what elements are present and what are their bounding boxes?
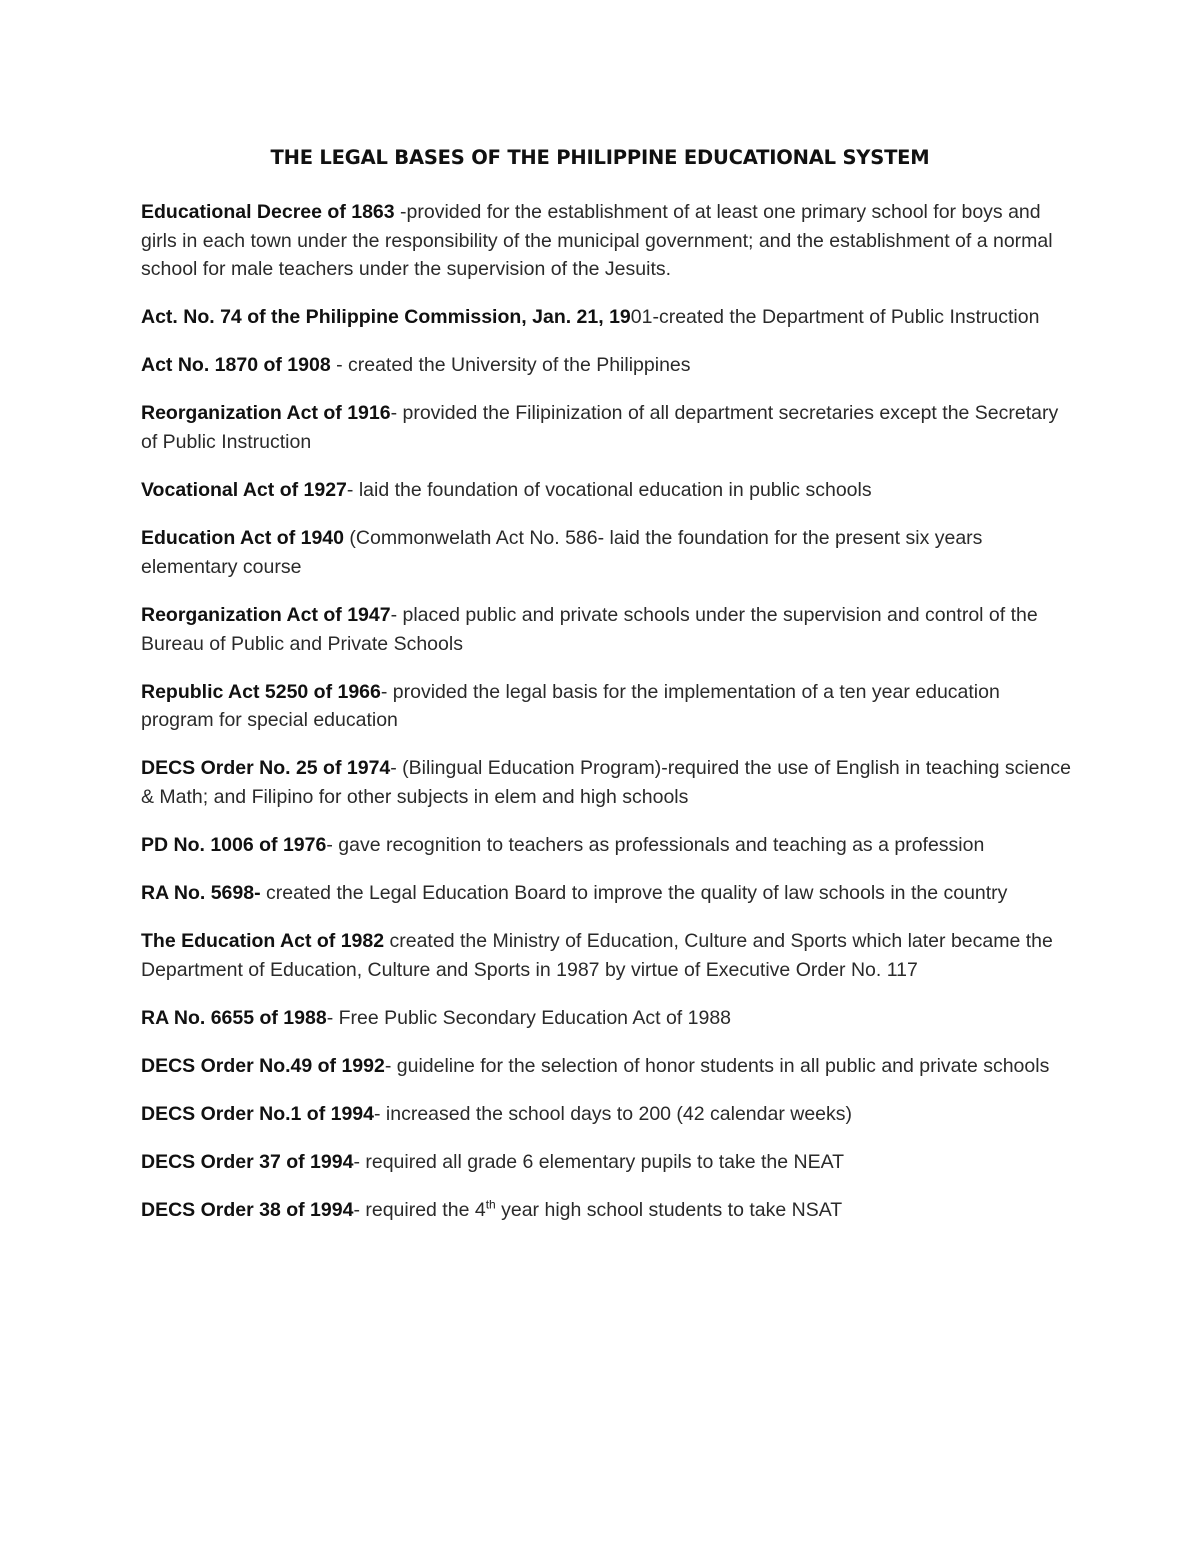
entry-description: created the Legal Education Board to improve the quality of law schools in the country (260, 882, 1008, 905)
entry-term: Reorganization Act of 1916 (141, 402, 391, 425)
entry-term: Education Act of 1940 (141, 527, 344, 550)
entry-term: RA No. 5698- (141, 882, 261, 905)
list-item (141, 601, 1071, 658)
entry-term: Educational Decree of 1863 (141, 201, 395, 223)
entry-description: (Commonwelath Act No. 586- laid the foundation for the present six years elementary course (141, 527, 983, 578)
list-item (141, 754, 1071, 811)
entry-term: The Education Act of 1982 (141, 930, 385, 953)
entry-term: DECS Order No.49 of 1992 (141, 1054, 385, 1077)
entry-description-continued: year high school students to take NSAT (495, 1199, 843, 1222)
entry-term: Act. No. 74 of the Philippine Commission, Jan. 21, 19 (141, 306, 631, 329)
list-item (141, 1004, 1071, 1033)
entry-term: Vocational Act of 1927 (141, 479, 347, 502)
entry-description: - provided the Filipinization of all department secretaries except the Secretary of Public Instruction (141, 402, 1059, 454)
entry-description: - increased the school days to 200 (42 calendar weeks) (374, 1103, 853, 1126)
entry-term: Act No. 1870 of 1908 (141, 354, 331, 377)
entry-term: Reorganization Act of 1947 (141, 603, 391, 626)
list-item-highlighted (141, 303, 1071, 332)
entry-term: Republic Act 5250 of 1966 (141, 680, 381, 703)
list-item (141, 1052, 1071, 1081)
list-item (141, 831, 1071, 860)
list-item (141, 524, 1071, 581)
entry-description: - required the 4 (353, 1199, 486, 1222)
entry-term: DECS Order No. 25 of 1974 (141, 757, 391, 780)
entry-description: - laid the foundation of vocational education in public schools (346, 479, 872, 502)
entry-description: - placed public and private schools under the supervision and control of the Bureau of Public and Private Schools (141, 603, 1038, 655)
list-item (141, 1100, 1071, 1129)
highlight-span (141, 306, 1039, 328)
entry-description: 01-created the Department of Public Instruction (630, 306, 1040, 329)
entry-description: - gave recognition to teachers as professionals and teaching as a profession (326, 834, 985, 856)
document-title: THE LEGAL BASES OF THE PHILIPPINE EDUCATIONAL SYSTEM (270, 146, 930, 169)
legal-bases-list (141, 198, 1071, 1244)
list-item (141, 879, 1071, 908)
entry-term: PD No. 1006 of 1976 (141, 834, 327, 856)
entry-term: DECS Order 38 of 1994 (141, 1199, 354, 1222)
entry-description: created the Ministry of Education, Culture and Sports which later became the Department of Education, Culture and Sports in 1987 by virtue of Executive Order No. 117 (141, 930, 1053, 981)
entry-term: DECS Order No.1 of 1994 (141, 1103, 374, 1126)
list-item (141, 198, 1071, 284)
entry-description: - created the University of the Philippines (330, 354, 691, 377)
entry-description: -provided for the establishment of at least one primary school for boys and girls in each town under the responsibility of the municipal government; and the establishment of a normal school for male teachers under the supervision of the Jesuits. (141, 201, 1053, 281)
list-item (141, 476, 1071, 505)
entry-term: RA No. 6655 of 1988 (141, 1006, 327, 1029)
list-item (141, 1148, 1071, 1177)
ordinal-superscript: th (485, 1197, 496, 1212)
entry-description: - provided the legal basis for the implementation of a ten year education program for special education (141, 680, 1000, 732)
list-item (141, 678, 1071, 735)
entry-description: - (Bilingual Education Program)-required the use of English in teaching science & Math; and Filipino for other subjects in elem and high schools (141, 757, 1071, 808)
entry-term: DECS Order 37 of 1994 (141, 1151, 354, 1174)
list-item (141, 1196, 1071, 1225)
entry-description: - required all grade 6 elementary pupils to take the NEAT (353, 1151, 845, 1174)
entry-description: - guideline for the selection of honor students in all public and private schools (384, 1054, 1050, 1077)
list-item (141, 927, 1071, 984)
entry-description: - Free Public Secondary Education Act of 1988 (326, 1006, 732, 1029)
list-item (141, 351, 1071, 380)
list-item (141, 399, 1071, 456)
